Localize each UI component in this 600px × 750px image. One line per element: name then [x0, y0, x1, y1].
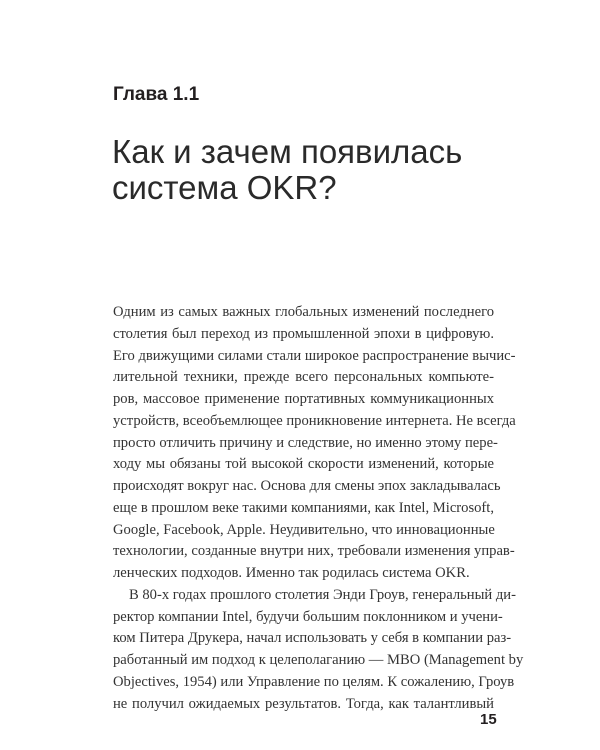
text-line: Google, Facebook, Apple. Неудивительно, что инновационные [113, 521, 495, 538]
chapter-label: Глава 1.1 [113, 84, 200, 105]
text-line: лительной техники, прежде всего персональных компьюте- [113, 369, 494, 386]
paragraph [113, 585, 524, 716]
text-line: просто отличить причину и следствие, но именно этому пере- [113, 434, 498, 451]
body-text [113, 302, 524, 715]
text-line: Одним из самых важных глобальных изменений последнего [113, 304, 494, 320]
chapter-title [112, 134, 462, 206]
paragraph [113, 302, 516, 585]
text-line: технологии, созданные внутри них, требовали изменения управ- [113, 543, 515, 560]
text-line: В 80-х годах прошлого столетия Энди Гроув, генеральный ди- [129, 586, 516, 603]
text-line: ходу мы обязаны той высокой скорости изменений, которые [113, 456, 494, 473]
text-line: ком Питера Друкера, начал использовать у себя в компании раз- [113, 630, 512, 647]
text-line: не получил ожидаемых результатов. Тогда, как талантливый [113, 695, 494, 712]
text-line: работанный им подход к целеполаганию — MBO (Management by [113, 652, 524, 668]
text-line: столетия был переход из промышленной эпохи в цифровую. [113, 325, 494, 342]
text-line: устройств, всеобъемлющее проникновение интернета. Не всегда [113, 412, 516, 429]
text-line: происходят вокруг нас. Основа для смены эпох закладывалась [113, 478, 501, 494]
text-line: Его движущими силами стали широкое распространение вычис- [113, 347, 516, 364]
title-line: Как и зачем появилась [112, 133, 463, 170]
text-line: ректор компании Intel, будучи большим поклонником и учени- [113, 608, 503, 625]
page-number: 15 [480, 711, 497, 728]
text-line: Objectives, 1954) или Управление по целям. К сожалению, Гроув [113, 673, 515, 690]
title-line: система OKR? [112, 169, 337, 206]
text-line: ленческих подходов. Именно так родилась система OKR. [113, 565, 470, 581]
text-line: еще в прошлом веке такими компаниями, как Intel, Microsoft, [113, 499, 494, 516]
text-line: ров, массовое применение портативных коммуникационных [113, 391, 494, 407]
